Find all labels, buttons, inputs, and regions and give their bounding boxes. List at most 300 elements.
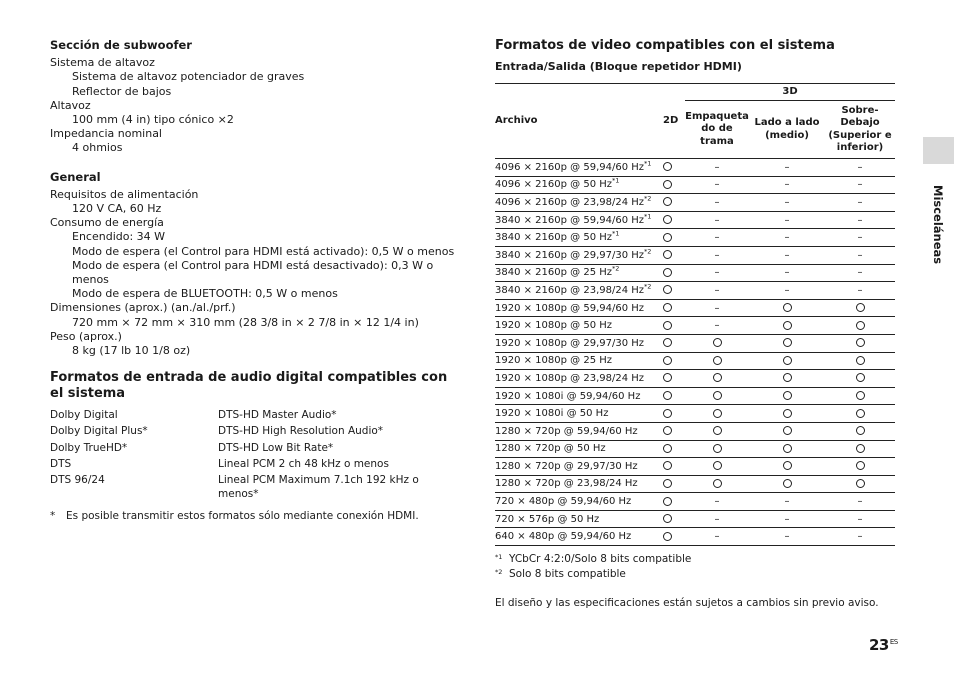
supported-circle-icon xyxy=(663,409,672,418)
supported-circle-icon xyxy=(713,444,722,453)
support-cell xyxy=(685,334,749,352)
supported-circle-icon xyxy=(663,514,672,523)
support-cell xyxy=(685,246,749,264)
support-cell xyxy=(749,422,825,440)
supported-circle-icon xyxy=(856,391,865,400)
spec-line: Sistema de altavoz potenciador de graves xyxy=(72,70,305,84)
support-cell xyxy=(825,246,895,264)
resolution-text: 1280 × 720p @ 50 Hz xyxy=(495,443,606,455)
support-cell xyxy=(749,176,825,194)
audio-format-item: Dolby Digital Plus* xyxy=(50,425,148,438)
table-row xyxy=(495,334,895,352)
resolution-text: 3840 × 2160p @ 23,98/24 Hz xyxy=(495,284,645,296)
support-cell xyxy=(685,229,749,247)
support-cell xyxy=(749,159,825,177)
supported-circle-icon xyxy=(856,338,865,347)
table-row xyxy=(495,440,895,458)
supported-circle-icon xyxy=(663,233,672,242)
support-cell xyxy=(660,387,685,405)
resolution-cell xyxy=(495,352,660,370)
support-cell xyxy=(749,493,825,511)
support-cell xyxy=(660,211,685,229)
unsupported-dash-icon: – xyxy=(714,531,720,543)
right-column xyxy=(495,38,895,610)
spec-line: 720 mm × 72 mm × 310 mm (28 3/8 in × 2 7/8 in × 12 1/4 in) xyxy=(72,315,419,329)
spec-line: Dimensiones (aprox.) (an./al./prf.) xyxy=(50,301,236,315)
unsupported-dash-icon: – xyxy=(714,267,720,279)
support-cell xyxy=(660,246,685,264)
supported-circle-icon xyxy=(783,426,792,435)
resolution-text: 1920 × 1080p @ 25 Hz xyxy=(495,355,613,367)
supported-circle-icon xyxy=(663,444,672,453)
spec-line: Modo de espera de BLUETOOTH: 0,5 W o menos xyxy=(72,287,338,301)
audio-format-item: DTS xyxy=(50,457,72,470)
resolution-cell xyxy=(495,422,660,440)
supported-circle-icon xyxy=(783,356,792,365)
spec-line: Impedancia nominal xyxy=(50,127,162,141)
supported-circle-icon xyxy=(663,180,672,189)
support-cell xyxy=(749,194,825,212)
unsupported-dash-icon: – xyxy=(784,196,790,208)
resolution-text: 720 × 576p @ 50 Hz xyxy=(495,513,600,525)
unsupported-dash-icon: – xyxy=(714,249,720,261)
support-cell xyxy=(660,317,685,335)
unsupported-dash-icon: – xyxy=(784,496,790,508)
support-cell xyxy=(825,493,895,511)
general-heading: General xyxy=(50,169,101,184)
resolution-text: 3840 × 2160p @ 50 Hz xyxy=(495,232,613,244)
table-row xyxy=(495,264,895,282)
support-cell xyxy=(825,475,895,493)
resolution-cell xyxy=(495,176,660,194)
support-cell xyxy=(825,334,895,352)
supported-circle-icon xyxy=(783,391,792,400)
unsupported-dash-icon: – xyxy=(857,249,863,261)
supported-circle-icon xyxy=(713,356,722,365)
table-row xyxy=(495,194,895,212)
support-cell xyxy=(825,317,895,335)
audio-format-item: DTS-HD High Resolution Audio* xyxy=(218,425,384,438)
video-formats-subheading: Entrada/Salida (Bloque repetidor HDMI) xyxy=(495,60,742,73)
general-spec-list xyxy=(50,188,462,358)
resolution-cell xyxy=(495,387,660,405)
support-cell xyxy=(825,264,895,282)
supported-circle-icon xyxy=(713,426,722,435)
unsupported-dash-icon: – xyxy=(857,284,863,296)
resolution-cell xyxy=(495,370,660,388)
support-cell xyxy=(685,159,749,177)
support-cell xyxy=(685,370,749,388)
support-cell xyxy=(660,194,685,212)
resolution-cell xyxy=(495,334,660,352)
supported-circle-icon xyxy=(856,479,865,488)
support-cell xyxy=(825,299,895,317)
support-cell xyxy=(685,493,749,511)
resolution-cell xyxy=(495,405,660,423)
support-cell xyxy=(825,211,895,229)
unsupported-dash-icon: – xyxy=(857,196,863,208)
support-cell xyxy=(749,334,825,352)
table-row xyxy=(495,387,895,405)
support-cell xyxy=(685,528,749,546)
support-cell xyxy=(660,440,685,458)
unsupported-dash-icon: – xyxy=(857,513,863,525)
resolution-cell xyxy=(495,510,660,528)
subwoofer-spec-list xyxy=(50,56,462,155)
note-mark: * xyxy=(50,510,56,523)
unsupported-dash-icon: – xyxy=(714,284,720,296)
supported-circle-icon xyxy=(663,532,672,541)
support-cell xyxy=(685,458,749,476)
table-row xyxy=(495,370,895,388)
supported-circle-icon xyxy=(663,338,672,347)
unsupported-dash-icon: – xyxy=(784,513,790,525)
supported-circle-icon xyxy=(783,321,792,330)
resolution-text: 4096 × 2160p @ 50 Hz xyxy=(495,179,613,191)
support-cell xyxy=(749,370,825,388)
support-cell xyxy=(685,211,749,229)
support-cell xyxy=(660,475,685,493)
support-cell xyxy=(749,299,825,317)
unsupported-dash-icon: – xyxy=(784,267,790,279)
resolution-cell xyxy=(495,493,660,511)
supported-circle-icon xyxy=(856,426,865,435)
footnote-ref: *1 xyxy=(644,212,652,221)
page-number xyxy=(869,636,898,654)
unsupported-dash-icon: – xyxy=(714,513,720,525)
col-side-by-side: Lado a lado (medio) xyxy=(749,101,825,159)
support-cell xyxy=(825,510,895,528)
resolution-cell xyxy=(495,317,660,335)
supported-circle-icon xyxy=(663,479,672,488)
resolution-cell xyxy=(495,458,660,476)
support-cell xyxy=(749,229,825,247)
closing-statement: El diseño y las especificaciones están sujetos a cambios sin previo aviso. xyxy=(495,597,879,610)
support-cell xyxy=(660,370,685,388)
spec-line: Modo de espera (el Control para HDMI está desactivado): 0,3 W o menos xyxy=(72,258,434,287)
subwoofer-heading: Sección de subwoofer xyxy=(50,38,192,52)
resolution-cell xyxy=(495,475,660,493)
table-row xyxy=(495,475,895,493)
resolution-text: 1920 × 1080i @ 50 Hz xyxy=(495,408,609,420)
resolution-cell xyxy=(495,264,660,282)
unsupported-dash-icon: – xyxy=(857,179,863,191)
support-cell xyxy=(660,493,685,511)
support-cell xyxy=(685,176,749,194)
spec-line: Requisitos de alimentación xyxy=(50,187,199,201)
support-cell xyxy=(685,264,749,282)
spec-line: Modo de espera (el Control para HDMI está activado): 0,5 W o menos xyxy=(72,244,455,258)
spec-line: Encendido: 34 W xyxy=(72,230,166,244)
section-tab-marker xyxy=(923,137,954,164)
support-cell xyxy=(660,422,685,440)
support-cell xyxy=(685,422,749,440)
resolution-text: 1280 × 720p @ 23,98/24 Hz xyxy=(495,478,638,490)
unsupported-dash-icon: – xyxy=(784,531,790,543)
unsupported-dash-icon: – xyxy=(857,232,863,244)
section-side-label: Misceláneas xyxy=(931,185,945,265)
resolution-cell xyxy=(495,528,660,546)
unsupported-dash-icon: – xyxy=(857,496,863,508)
resolution-text: 1920 × 1080p @ 59,94/60 Hz xyxy=(495,302,645,314)
footnote-text: YCbCr 4:2:0/Solo 8 bits compatible xyxy=(509,553,692,566)
spec-line: Consumo de energía xyxy=(50,216,164,230)
resolution-cell xyxy=(495,440,660,458)
supported-circle-icon xyxy=(783,409,792,418)
supported-circle-icon xyxy=(663,391,672,400)
unsupported-dash-icon: – xyxy=(857,161,863,173)
unsupported-dash-icon: – xyxy=(714,320,720,332)
support-cell xyxy=(685,299,749,317)
col-top-bottom: Sobre-Debajo (Superior e inferior) xyxy=(825,101,895,159)
support-cell xyxy=(749,387,825,405)
unsupported-dash-icon: – xyxy=(714,161,720,173)
support-cell xyxy=(685,282,749,300)
supported-circle-icon xyxy=(713,479,722,488)
footnote-ref: *2 xyxy=(612,265,620,274)
support-cell xyxy=(825,458,895,476)
resolution-text: 4096 × 2160p @ 59,94/60 Hz xyxy=(495,161,645,173)
support-cell xyxy=(825,282,895,300)
support-cell xyxy=(660,405,685,423)
resolution-text: 1920 × 1080p @ 23,98/24 Hz xyxy=(495,372,645,384)
supported-circle-icon xyxy=(856,461,865,470)
unsupported-dash-icon: – xyxy=(714,196,720,208)
supported-circle-icon xyxy=(663,426,672,435)
support-cell xyxy=(825,159,895,177)
resolution-text: 4096 × 2160p @ 23,98/24 Hz xyxy=(495,196,645,208)
video-formats-table xyxy=(495,83,895,546)
resolution-text: 1920 × 1080p @ 50 Hz xyxy=(495,320,613,332)
support-cell xyxy=(825,370,895,388)
supported-circle-icon xyxy=(783,444,792,453)
unsupported-dash-icon: – xyxy=(714,179,720,191)
unsupported-dash-icon: – xyxy=(857,531,863,543)
support-cell xyxy=(825,194,895,212)
supported-circle-icon xyxy=(663,250,672,259)
supported-circle-icon xyxy=(663,461,672,470)
table-row xyxy=(495,422,895,440)
table-row xyxy=(495,229,895,247)
table-row xyxy=(495,405,895,423)
col-2d: 2D xyxy=(660,84,685,159)
supported-circle-icon xyxy=(713,461,722,470)
supported-circle-icon xyxy=(663,268,672,277)
audio-format-item: Lineal PCM 2 ch 48 kHz o menos xyxy=(218,457,389,470)
note-text: Es posible transmitir estos formatos sólo mediante conexión HDMI. xyxy=(66,510,419,523)
audio-format-item: DTS 96/24 xyxy=(50,474,105,487)
table-row xyxy=(495,246,895,264)
unsupported-dash-icon: – xyxy=(784,179,790,191)
spec-line: Altavoz xyxy=(50,98,91,112)
audio-formats-note xyxy=(50,509,462,523)
supported-circle-icon xyxy=(663,497,672,506)
table-row xyxy=(495,159,895,177)
resolution-cell xyxy=(495,194,660,212)
footnote-ref: *2 xyxy=(644,282,652,291)
spec-line: Peso (aprox.) xyxy=(50,329,122,343)
support-cell xyxy=(685,194,749,212)
resolution-text: 1920 × 1080i @ 59,94/60 Hz xyxy=(495,390,641,402)
supported-circle-icon xyxy=(856,409,865,418)
left-column xyxy=(50,38,462,523)
support-cell xyxy=(685,387,749,405)
col-archivo: Archivo xyxy=(495,84,660,159)
resolution-cell xyxy=(495,159,660,177)
resolution-text: 3840 × 2160p @ 29,97/30 Hz xyxy=(495,249,645,261)
supported-circle-icon xyxy=(663,373,672,382)
support-cell xyxy=(825,405,895,423)
resolution-cell xyxy=(495,246,660,264)
support-cell xyxy=(749,528,825,546)
audio-formats-heading: Formatos de entrada de audio digital compatibles con el sistema xyxy=(50,370,448,402)
footnote-mark: *1 xyxy=(495,553,503,562)
page-number-value: 23 xyxy=(869,636,889,654)
unsupported-dash-icon: – xyxy=(857,214,863,226)
supported-circle-icon xyxy=(713,373,722,382)
support-cell xyxy=(660,334,685,352)
resolution-text: 720 × 480p @ 59,94/60 Hz xyxy=(495,496,632,508)
support-cell xyxy=(749,475,825,493)
table-row xyxy=(495,299,895,317)
spec-line: Reflector de bajos xyxy=(72,84,172,98)
support-cell xyxy=(825,440,895,458)
table-row xyxy=(495,176,895,194)
spec-line: 8 kg (17 lb 10 1/8 oz) xyxy=(72,344,191,358)
support-cell xyxy=(685,405,749,423)
audio-format-item: Lineal PCM Maximum 7.1ch 192 kHz o menos* xyxy=(218,474,419,501)
support-cell xyxy=(825,229,895,247)
supported-circle-icon xyxy=(856,356,865,365)
resolution-text: 640 × 480p @ 59,94/60 Hz xyxy=(495,531,632,543)
support-cell xyxy=(749,211,825,229)
supported-circle-icon xyxy=(663,215,672,224)
support-cell xyxy=(749,352,825,370)
resolution-text: 1280 × 720p @ 29,97/30 Hz xyxy=(495,460,638,472)
supported-circle-icon xyxy=(663,303,672,312)
table-row xyxy=(495,528,895,546)
col-3d: 3D xyxy=(685,84,895,101)
unsupported-dash-icon: – xyxy=(784,249,790,261)
resolution-cell xyxy=(495,299,660,317)
table-row xyxy=(495,493,895,511)
unsupported-dash-icon: – xyxy=(857,267,863,279)
support-cell xyxy=(660,352,685,370)
support-cell xyxy=(825,387,895,405)
resolution-cell xyxy=(495,282,660,300)
spec-line: Sistema de altavoz xyxy=(50,56,155,70)
support-cell xyxy=(660,510,685,528)
footnote xyxy=(495,552,895,567)
resolution-text: 1280 × 720p @ 59,94/60 Hz xyxy=(495,425,638,437)
support-cell xyxy=(749,246,825,264)
resolution-text: 3840 × 2160p @ 25 Hz xyxy=(495,267,613,279)
support-cell xyxy=(825,528,895,546)
spec-line: 120 V CA, 60 Hz xyxy=(72,202,162,216)
resolution-text: 1920 × 1080p @ 29,97/30 Hz xyxy=(495,337,645,349)
footnote xyxy=(495,567,895,582)
footnote-ref: *2 xyxy=(644,194,652,203)
support-cell xyxy=(660,458,685,476)
supported-circle-icon xyxy=(783,338,792,347)
support-cell xyxy=(660,176,685,194)
footnote-ref: *1 xyxy=(612,177,620,186)
support-cell xyxy=(749,405,825,423)
table-row xyxy=(495,510,895,528)
spec-line: 100 mm (4 in) tipo cónico ×2 xyxy=(72,113,234,127)
supported-circle-icon xyxy=(663,356,672,365)
audio-format-item: Dolby Digital xyxy=(50,409,118,422)
support-cell xyxy=(825,352,895,370)
support-cell xyxy=(825,176,895,194)
unsupported-dash-icon: – xyxy=(714,232,720,244)
unsupported-dash-icon: – xyxy=(714,302,720,314)
support-cell xyxy=(660,299,685,317)
page-language: ES xyxy=(889,638,898,646)
col-frame-packing: Empaqueta do de trama xyxy=(685,101,749,159)
supported-circle-icon xyxy=(663,197,672,206)
table-row xyxy=(495,458,895,476)
support-cell xyxy=(749,510,825,528)
footnote-ref: *1 xyxy=(612,229,620,238)
support-cell xyxy=(685,317,749,335)
unsupported-dash-icon: – xyxy=(784,214,790,226)
support-cell xyxy=(749,317,825,335)
table-row xyxy=(495,352,895,370)
audio-formats-list xyxy=(50,408,462,501)
table-row xyxy=(495,282,895,300)
supported-circle-icon xyxy=(856,303,865,312)
support-cell xyxy=(660,159,685,177)
unsupported-dash-icon: – xyxy=(714,496,720,508)
support-cell xyxy=(685,475,749,493)
supported-circle-icon xyxy=(713,409,722,418)
footnote-text: Solo 8 bits compatible xyxy=(509,568,626,581)
support-cell xyxy=(749,282,825,300)
support-cell xyxy=(749,440,825,458)
spec-line: 4 ohmios xyxy=(72,141,123,155)
supported-circle-icon xyxy=(783,461,792,470)
support-cell xyxy=(685,352,749,370)
support-cell xyxy=(749,264,825,282)
support-cell xyxy=(685,510,749,528)
video-formats-heading: Formatos de video compatibles con el sistema xyxy=(495,38,835,53)
unsupported-dash-icon: – xyxy=(784,232,790,244)
footnote-ref: *2 xyxy=(644,247,652,256)
table-row xyxy=(495,211,895,229)
table-row xyxy=(495,317,895,335)
unsupported-dash-icon: – xyxy=(784,161,790,173)
footnote-ref: *1 xyxy=(644,159,652,168)
resolution-cell xyxy=(495,229,660,247)
supported-circle-icon xyxy=(713,391,722,400)
supported-circle-icon xyxy=(856,321,865,330)
support-cell xyxy=(749,458,825,476)
audio-format-item: DTS-HD Low Bit Rate* xyxy=(218,441,334,454)
audio-format-item: DTS-HD Master Audio* xyxy=(218,409,337,422)
supported-circle-icon xyxy=(783,479,792,488)
support-cell xyxy=(660,229,685,247)
supported-circle-icon xyxy=(856,373,865,382)
supported-circle-icon xyxy=(713,338,722,347)
resolution-text: 3840 × 2160p @ 59,94/60 Hz xyxy=(495,214,645,226)
supported-circle-icon xyxy=(783,373,792,382)
supported-circle-icon xyxy=(783,303,792,312)
support-cell xyxy=(660,528,685,546)
audio-format-item: Dolby TrueHD* xyxy=(50,441,128,454)
supported-circle-icon xyxy=(663,321,672,330)
video-footnotes xyxy=(495,552,895,582)
